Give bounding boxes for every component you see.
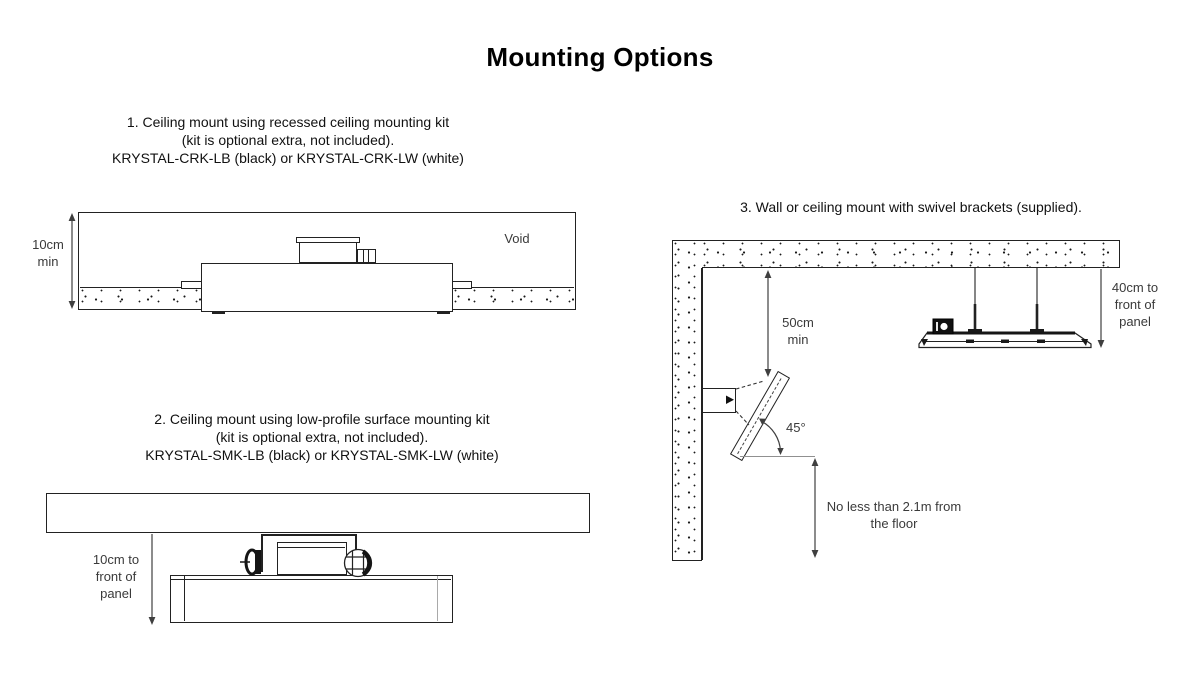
gland-rib (363, 250, 364, 262)
recess-depth-label (20, 236, 76, 270)
tilt-angle-label: 45° (786, 420, 806, 435)
surface-distance-line3: panel (100, 586, 132, 601)
option2-heading-line3: KRYSTAL-SMK-LB (black) or KRYSTAL-SMK-LW (white) (145, 447, 499, 463)
panel-edge-line-right (437, 576, 438, 621)
recessed-junction-box (299, 242, 357, 263)
surface-distance-line1: 10cm to (92, 552, 140, 567)
recessed-ceiling-band-right (453, 287, 574, 308)
ceiling-clearance-label (770, 314, 826, 348)
option1-heading-line2: (kit is optional extra, not included). (181, 132, 395, 148)
surface-heater-panel (170, 575, 453, 623)
wall-inner-edge (701, 268, 703, 560)
floor-clearance-line2: the floor (870, 516, 918, 531)
panel-distance-line3: panel (1119, 314, 1151, 329)
page-title: Mounting Options (486, 42, 714, 72)
ceiling-section (702, 240, 1120, 268)
ceiling-clearance-line1: 50cm (782, 315, 814, 330)
swivel-wall-bracket (702, 388, 736, 413)
recessed-panel-foot-left (212, 311, 225, 314)
void-label: Void (504, 231, 530, 246)
floor-clearance-line1: No less than 2.1m from (826, 499, 962, 514)
recessed-ceiling-band-left (80, 287, 201, 308)
surface-distance-label (75, 551, 157, 602)
surface-ceiling-slab (46, 493, 590, 533)
surface-distance-line2: front of (95, 569, 137, 584)
panel-distance-line1: 40cm to (1111, 280, 1159, 295)
suspended-heater-panel (919, 268, 1091, 348)
recessed-panel-foot-right (437, 311, 450, 314)
surface-bracket-bolt-left (240, 550, 261, 574)
recessed-bracket-tab-left (181, 281, 202, 289)
panel-top-double-line (171, 579, 451, 580)
option1-heading-line1: 1. Ceiling mount using recessed ceiling mounting kit (126, 114, 450, 130)
option1-heading (58, 113, 518, 167)
option2-heading-line1: 2. Ceiling mount using low-profile surface mounting kit (154, 411, 490, 427)
recessed-cable-gland (357, 249, 376, 263)
bracket-body-top-line (278, 547, 345, 548)
dimension-arrow-40cm-front (1098, 269, 1105, 348)
panel-distance-line2: front of (1114, 297, 1156, 312)
panel-distance-label (1106, 279, 1164, 330)
wall-section (672, 240, 702, 561)
ceiling-clearance-line2: min (787, 332, 809, 347)
floor-clearance-label (796, 498, 992, 532)
option2-heading-line2: (kit is optional extra, not included). (215, 429, 429, 445)
recessed-bracket-tab-right (451, 281, 472, 289)
recessed-heater-panel (201, 263, 453, 312)
tilted-heater-panel (730, 371, 790, 461)
recessed-junction-box-lid (296, 237, 360, 243)
surface-bracket-body (277, 542, 347, 575)
option3-heading: 3. Wall or ceiling mount with swivel brackets (supplied). (740, 199, 1082, 215)
gland-rib (368, 250, 369, 262)
suspended-junction-box (933, 319, 953, 334)
tilted-panel-center-dashes (737, 378, 781, 454)
option1-heading-line3: KRYSTAL-CRK-LB (black) or KRYSTAL-CRK-LW (white) (112, 150, 464, 166)
recess-depth-line1: 10cm (32, 237, 64, 252)
option2-heading (92, 410, 552, 464)
recess-depth-line2: min (37, 254, 59, 269)
panel-edge-line-left (184, 576, 185, 621)
